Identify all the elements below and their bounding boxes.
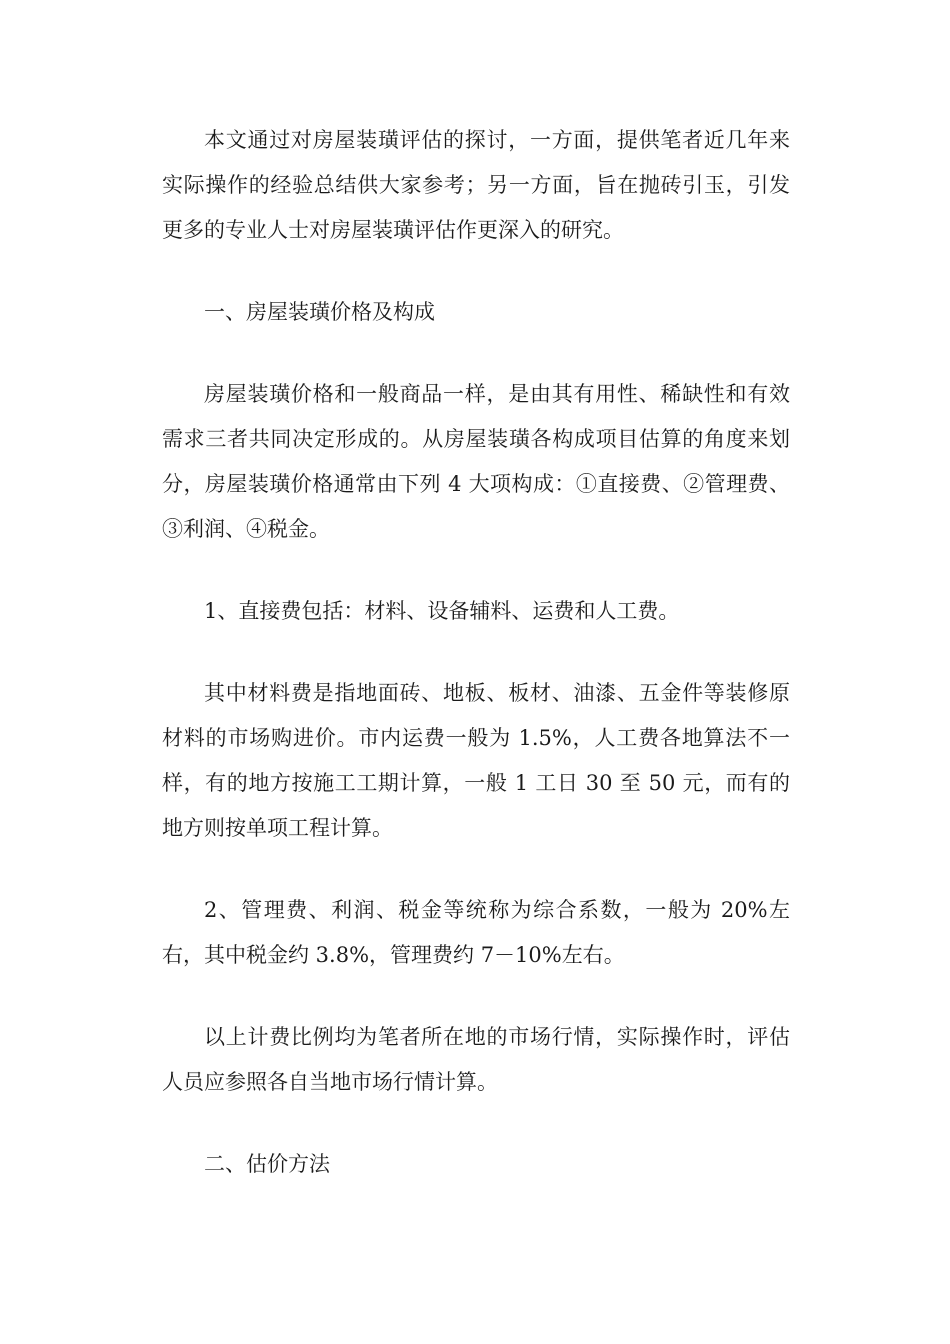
section-heading-2: 二、估价方法 — [204, 1152, 330, 1176]
material-cost-paragraph: 其中材料费是指地面砖、地板、板材、油漆、五金件等装修原材料的市场购进价。市内运费一般为 1.5%，人工费各地算法不一样，有的地方按施工工期计算，一般 1 工日 30 至 50 元，而有的地方则按单项工程计算。 — [162, 681, 790, 840]
price-composition-paragraph: 房屋装璜价格和一般商品一样，是由其有用性、稀缺性和有效需求三者共同决定形成的。从房屋装璜各构成项目估算的角度来划分，房屋装璜价格通常由下列 4 大项构成：①直接费、②管理费、③利润、④税金。 — [162, 382, 790, 541]
overhead-item: 2、管理费、利润、税金等统称为综合系数，一般为 20%左右，其中税金约 3.8%，管理费约 7－10%左右。 — [162, 898, 790, 967]
section-heading-1: 一、房屋装璜价格及构成 — [204, 300, 435, 324]
direct-cost-item: 1、直接费包括：材料、设备辅料、运费和人工费。 — [204, 599, 680, 623]
document-body — [162, 118, 790, 1224]
market-note-paragraph: 以上计费比例均为笔者所在地的市场行情，实际操作时，评估人员应参照各自当地市场行情计算。 — [162, 1025, 790, 1094]
intro-paragraph: 本文通过对房屋装璜评估的探讨，一方面，提供笔者近几年来实际操作的经验总结供大家参考；另一方面，旨在抛砖引玉，引发更多的专业人士对房屋装璜评估作更深入的研究。 — [162, 128, 790, 242]
